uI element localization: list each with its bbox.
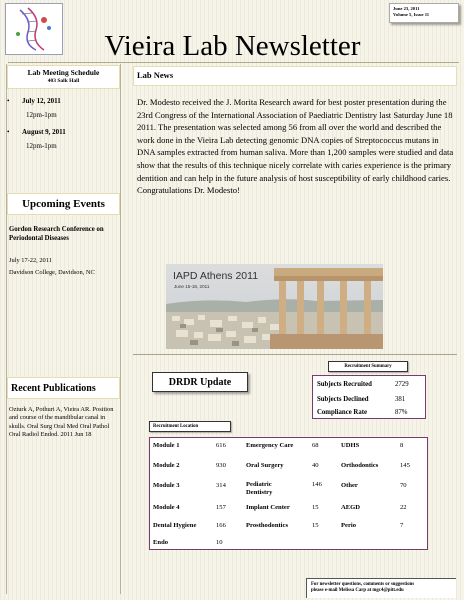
newsletter-title: Vieira Lab Newsletter [104, 30, 361, 62]
location-name: Other [341, 482, 358, 489]
issue-date: June 23, 2011 [393, 6, 420, 11]
location-name: Oral Surgery [246, 462, 284, 469]
location-name: UDHS [341, 442, 360, 449]
summary-label: Subjects Declined [317, 396, 369, 403]
issue-volume: Volume 5, Issue 11 [393, 12, 430, 18]
event-title: Gordon Research Conference on Periodontal Diseases [9, 226, 104, 242]
footer-line: please e-mail Melissa Carp at mgc4@pitt.edu [311, 588, 404, 593]
location-count: 40 [312, 462, 319, 469]
location-count: 157 [216, 504, 226, 511]
dna-logo-graphic [6, 4, 62, 54]
upcoming-events-heading: Upcoming Events [7, 193, 120, 215]
meeting-date: August 9, 2011 [22, 128, 66, 136]
drdr-heading: DRDR Update [152, 372, 248, 392]
footer-line: For newsletter questions, comments or suggestions [311, 582, 415, 587]
location-count: 68 [312, 442, 319, 449]
location-count: 22 [400, 504, 407, 511]
location-count: 10 [216, 539, 223, 546]
newsletter-contact-footer [306, 578, 456, 598]
location-count: 70 [400, 482, 407, 489]
location-name: Perio [341, 522, 357, 529]
lab-logo [5, 3, 63, 55]
lab-news-header [133, 66, 457, 86]
event-dates: July 17-22, 2011 [9, 257, 52, 264]
location-count: 166 [216, 522, 226, 529]
lab-news-body: Dr. Modesto received the J. Morita Research award for best poster presentation during the 23rd Congress of the International Association of Paediatric Dentistry last Saturday June 18 2011. The presentation was selected among 56 from all over the world and described the work done in the Vieira Lab detecting genomic DNA copies of Streptococcus mutans in DNA samples extracted from human saliva. More than 1,200 samples were studied and data show that the results of this technique nicely correlate with caries experience is the primary dentition and can help in the future analysis of host susceptibility of early childhood caries. Congratulations Dr. Modesto! [137, 97, 454, 196]
photo-caption: IAPD Athens 2011 [173, 270, 259, 282]
location-name: AEGD [341, 504, 361, 511]
summary-label: Compliance Rate [317, 409, 368, 416]
summary-value: 2729 [395, 381, 409, 388]
location-name: Module 2 [153, 462, 180, 469]
schedule-header [7, 65, 120, 89]
recruitment-summary-label: Recruitment Summary [328, 361, 408, 372]
meeting-item [7, 97, 117, 119]
location-name: Dental Hygiene [153, 522, 197, 529]
header-divider [8, 62, 459, 63]
location-name: Orthodontics [341, 462, 379, 469]
location-name: Endo [153, 539, 169, 546]
location-count: 314 [216, 482, 226, 489]
summary-value: 87% [395, 409, 408, 416]
summary-label: Subjects Recruited [317, 381, 372, 388]
bullet-icon: • [7, 97, 10, 105]
schedule-location: 403 Salk Hall [47, 78, 80, 84]
meeting-date: July 12, 2011 [22, 97, 61, 105]
photo-dates: June 15-18, 2011 [174, 284, 210, 289]
location-count: 15 [312, 504, 319, 511]
location-name: Pediatric Dentistry [246, 481, 273, 496]
athens-photo [166, 264, 383, 349]
summary-value: 381 [395, 396, 406, 403]
bullet-icon: • [7, 128, 10, 136]
location-count: 7 [400, 522, 404, 529]
location-name: Module 4 [153, 504, 180, 511]
meeting-time: 12pm-1pm [26, 111, 57, 119]
location-count: 616 [216, 442, 226, 449]
location-name: Implant Center [246, 504, 290, 511]
issue-info [389, 3, 459, 23]
location-count: 930 [216, 462, 226, 469]
meeting-time: 12pm-1pm [26, 142, 57, 150]
publication-citation: Ozturk A, Pothuri A, Vieira AR. Position and course of the mandibular canal in skulls. Oral Surg Oral Med Oral Pathol Oral Radiol Endod. 2011 Jun 18 [9, 406, 114, 438]
location-count: 146 [312, 481, 322, 488]
meeting-item [7, 128, 117, 150]
lab-news-heading: Lab News [137, 70, 174, 80]
location-count: 145 [400, 462, 410, 469]
location-count: 15 [312, 522, 319, 529]
location-name: Module 3 [153, 482, 180, 489]
recruitment-summary-table [312, 375, 426, 419]
recruitment-location-table [149, 437, 428, 550]
schedule-heading: Lab Meeting Schedule [27, 68, 100, 77]
recruitment-location-label: Recruitment Location [149, 421, 231, 432]
section-divider [133, 354, 457, 355]
location-name: Prosthodontics [246, 522, 289, 529]
event-place: Davidson College, Davidson, NC [9, 269, 95, 276]
recent-publications-heading: Recent Publications [7, 377, 120, 399]
location-count: 8 [400, 442, 404, 449]
location-name: Module 1 [153, 442, 180, 449]
acropolis-image [166, 264, 383, 349]
location-name: Emergency Care [246, 442, 294, 449]
